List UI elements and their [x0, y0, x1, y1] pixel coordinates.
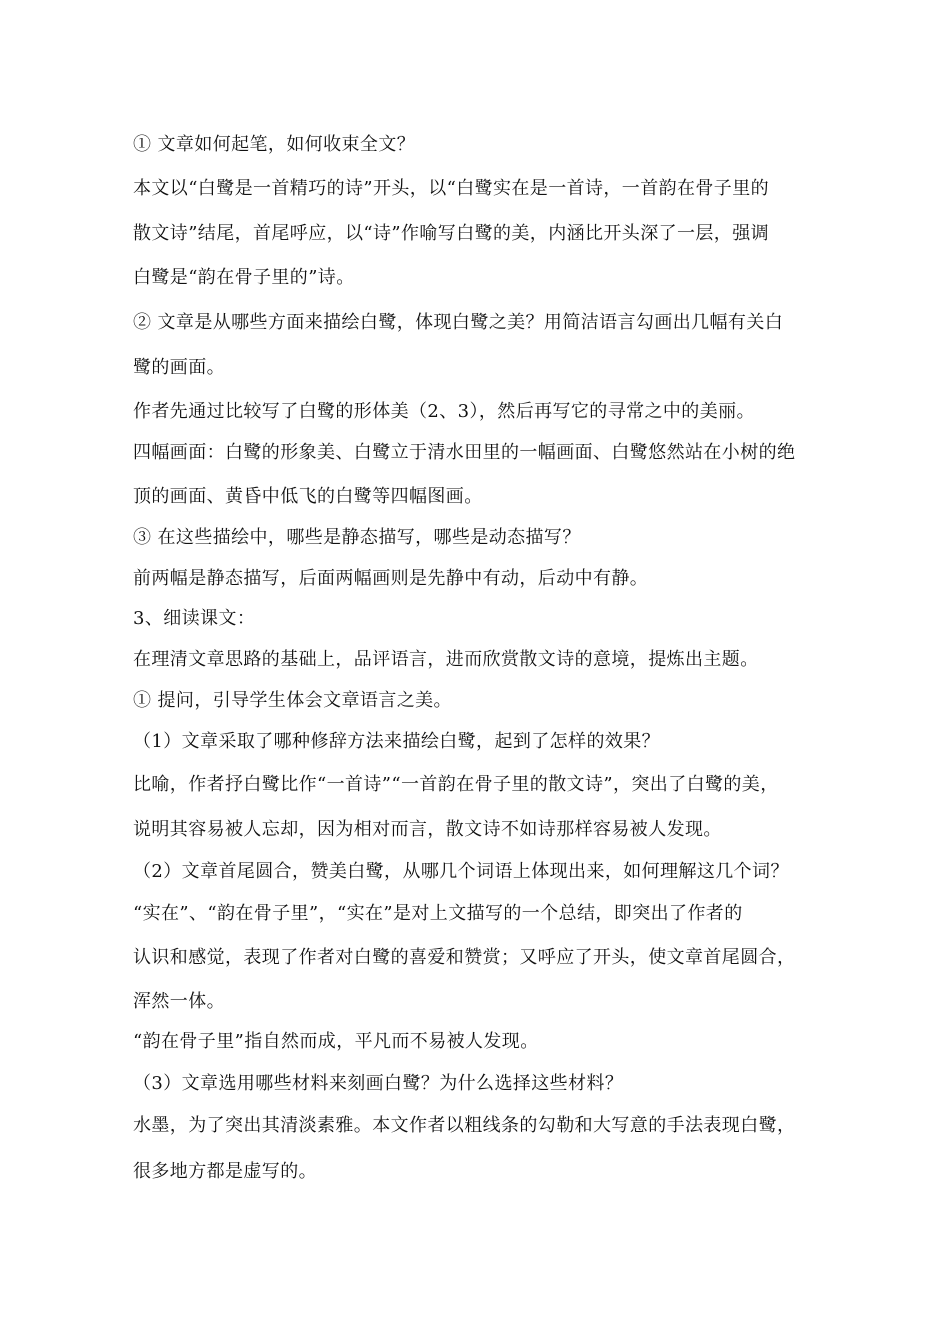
text-line: 前两幅是静态描写，后面两幅画则是先静中有动，后动中有静。	[133, 568, 649, 589]
text-line: 白鹭是“韵在骨子里的”诗。	[133, 267, 355, 288]
text-line: 浑然一体。	[133, 991, 225, 1012]
text-line: ③ 在这些描绘中，哪些是静态描写，哪些是动态描写？	[133, 527, 581, 548]
text-line: 很多地方都是虚写的。	[133, 1161, 317, 1182]
text-line: （2）文章首尾圆合，赞美白鹭，从哪几个词语上体现出来，如何理解这几个词？	[133, 861, 789, 882]
text-line: 本文以“白鹭是一首精巧的诗”开头，以“白鹭实在是一首诗，一首韵在骨子里的	[133, 178, 770, 199]
section-heading: 3、细读课文：	[133, 608, 256, 629]
text-line: 作者先通过比较写了白鹭的形体美（2、3），然后再写它的寻常之中的美丽。	[133, 401, 755, 422]
text-line: 四幅画面：白鹭的形象美、白鹭立于清水田里的一幅画面、白鹭悠然站在小树的绝	[133, 442, 796, 463]
text-line: 鹭的画面。	[133, 357, 225, 378]
text-line: 散文诗”结尾，首尾呼应，以“诗”作喻写白鹭的美，内涵比开头深了一层，强调	[133, 223, 770, 244]
text-line: “实在”、“韵在骨子里”，“实在”是对上文描写的一个总结，即突出了作者的	[133, 903, 743, 924]
text-line: 比喻，作者抒白鹭比作“一首诗”“一首韵在骨子里的散文诗”，突出了白鹭的美，	[133, 774, 779, 795]
text-line: 水墨，为了突出其清淡素雅。本文作者以粗线条的勾勒和大写意的手法表现白鹭，	[133, 1115, 796, 1136]
text-line: 在理清文章思路的基础上，品评语言，进而欣赏散文诗的意境，提炼出主题。	[133, 649, 759, 670]
text-line: ① 提问，引导学生体会文章语言之美。	[133, 690, 452, 711]
text-line: 顶的画面、黄昏中低飞的白鹭等四幅图画。	[133, 486, 483, 507]
text-line: （1）文章采取了哪种修辞方法来描绘白鹭，起到了怎样的效果？	[133, 731, 661, 752]
text-line: （3）文章选用哪些材料来刻画白鹭？为什么选择这些材料？	[133, 1073, 624, 1094]
text-line: ② 文章是从哪些方面来描绘白鹭，体现白鹭之美？用简洁语言勾画出几幅有关白	[133, 312, 784, 333]
text-line: ① 文章如何起笔，如何收束全文？	[133, 134, 416, 155]
text-line: “韵在骨子里”指自然而成，平凡而不易被人发现。	[133, 1031, 539, 1052]
text-line: 说明其容易被人忘却，因为相对而言，散文诗不如诗那样容易被人发现。	[133, 819, 722, 840]
text-line: 认识和感觉，表现了作者对白鹭的喜爱和赞赏；又呼应了开头，使文章首尾圆合，	[133, 947, 796, 968]
